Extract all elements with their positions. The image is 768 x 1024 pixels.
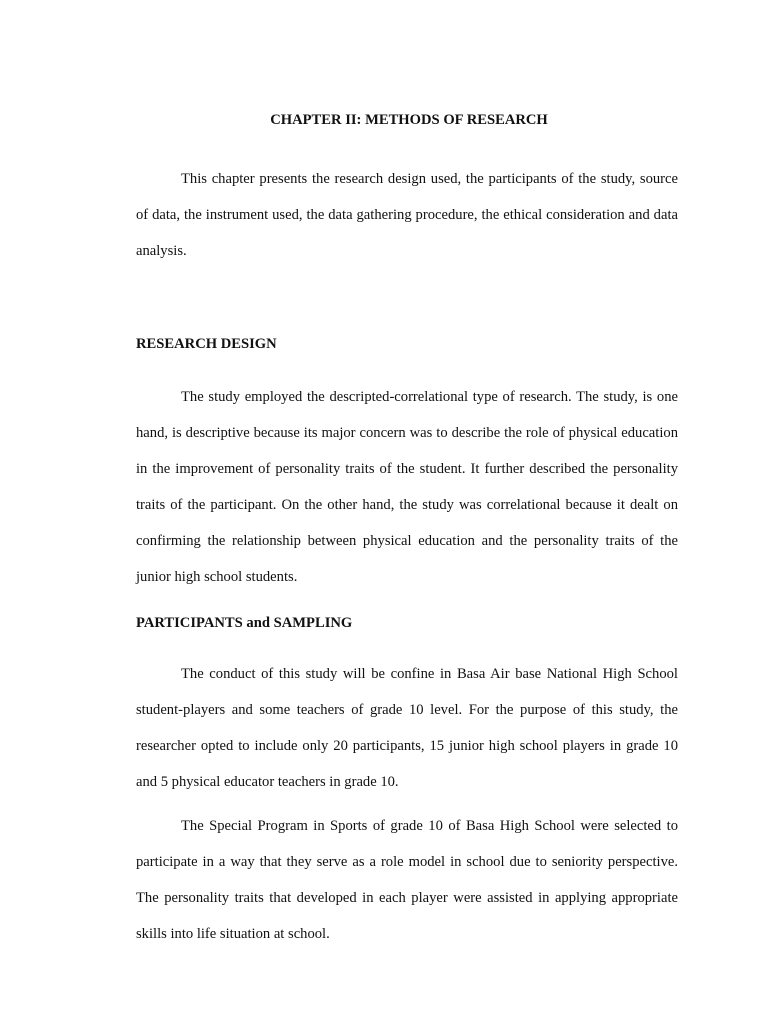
- chapter-title: CHAPTER II: METHODS OF RESEARCH: [270, 112, 548, 128]
- section-heading-research-design: RESEARCH DESIGN: [136, 336, 277, 352]
- document-body: [136, 107, 678, 952]
- section-heading-participants: PARTICIPANTS and SAMPLING: [136, 615, 353, 631]
- research-design-paragraph: The study employed the descripted-correlational type of research. The study, is one hand, is descriptive because its major concern was to describe the role of physical education in the improvement of personality traits of the student. It further described the personality traits of the participant. On the other hand, the study was correlational because it dealt on confirming the relationship between physical education and the personality traits of the junior high school students.: [136, 389, 678, 585]
- participants-paragraph-2: The Special Program in Sports of grade 10 of Basa High School were selected to participate in a way that they serve as a role model in school due to seniority perspective. The personality traits that developed in each player were assisted in applying appropriate skills into life situation at school.: [136, 818, 678, 942]
- intro-paragraph: This chapter presents the research design used, the participants of the study, source of data, the instrument used, the data gathering procedure, the ethical consideration and data analysis.: [136, 171, 678, 259]
- participants-paragraph-1: The conduct of this study will be confine in Basa Air base National High School student-players and some teachers of grade 10 level. For the purpose of this study, the researcher opted to include only 20 participants, 15 junior high school players in grade 10 and 5 physical educator teachers in grade 10.: [136, 666, 678, 790]
